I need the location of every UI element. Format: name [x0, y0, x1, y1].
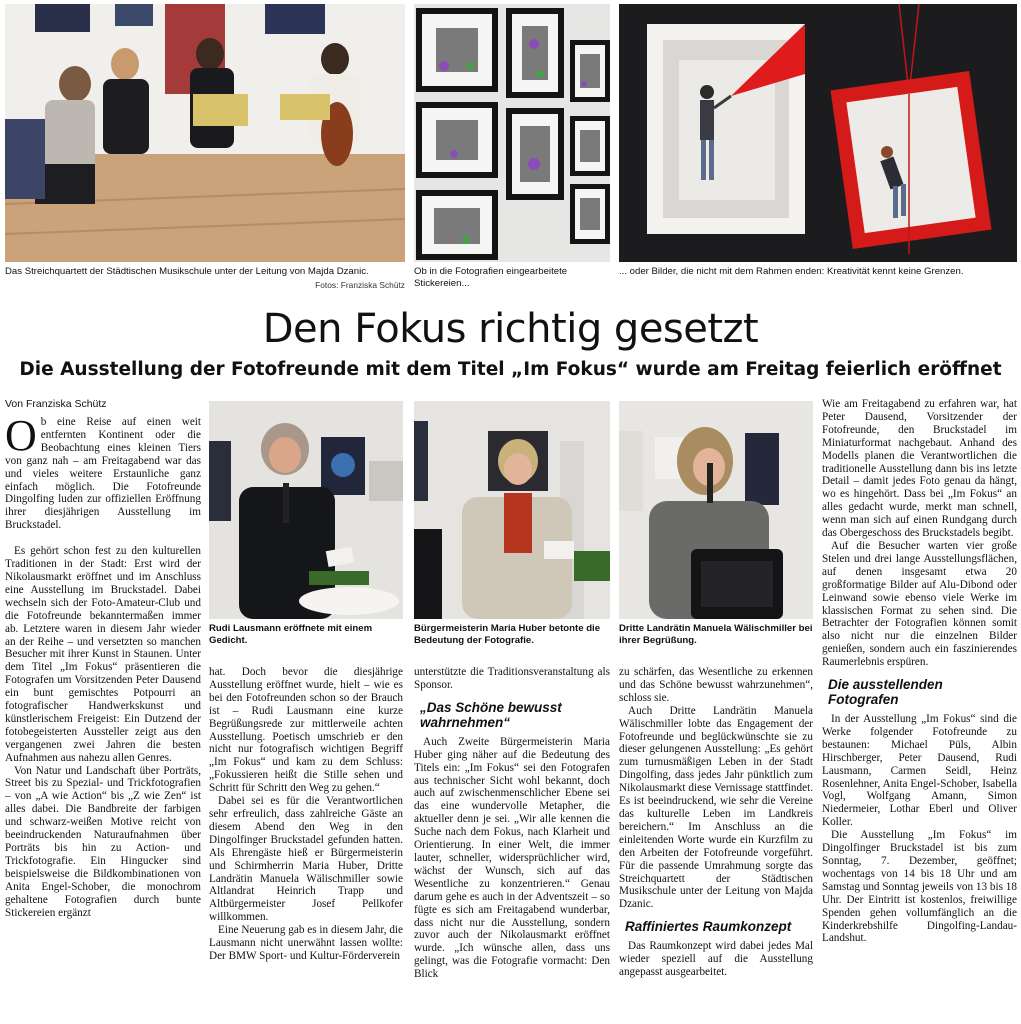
- article-paragraph: unterstützte die Traditionsveranstaltung als Sponsor.: [414, 666, 610, 691]
- caption-lausmann: Rudi Lausmann eröffnete mit einem Gedicht.: [209, 623, 373, 646]
- drop-cap: O: [5, 411, 37, 460]
- article-paragraph: Dabei sei es für die Verantwortlichen sehr erfreulich, dass zahlreiche Gäste an diesem Abend den Weg in den Dingolfinger Bruckstadel gefunden hatten. Als Ehrengäste hieß er Bürgermeisterin und Schirmherrin Maria Huber, Dritte Landrätin Manuela Wälischmiller sowie Altlandrat Heinrich Trapp und Altbürgermeister Josef Pellkofer willkommen.: [209, 795, 403, 924]
- photo-manuela-waelischmiller: [619, 401, 813, 619]
- caption-waelischmiller: Dritte Landrätin Manuela Wälischmiller bei ihrer Begrüßung.: [619, 623, 813, 646]
- subheadline: Die Ausstellung der Fotofreunde mit dem Titel „Im Fokus“ wurde am Freitag feierlich eröffnet: [19, 359, 1002, 380]
- article-paragraph: Es gehört schon fest zu den kulturellen Traditionen in der Stadt: Erst wird der Nikolausmarkt eröffnet und im Anschluss eine Ausstellung im Bruckstadel. Dabei wechseln sich der Foto-Amateur-Club und die Fotofreunde bekanntermaßen immer ab. Letztere waren in diesem Jahr wieder an der Reihe – und versetzten so manchen Besucher mit ihrer Kunst in Staunen. Unter dem Titel „Im Fokus“ präsentieren die Fotografen um Vorsitzenden Peter Dausend ein bunt gemischtes Potpourri an fotografischer Handwerkskunst und künstlerischem Freigeist: Ein Dutzend der fotobegeisterten Aussteller zeigt aus den vergangenen zwei Jahren die besten Aufnahmen aus nahezu allen Genres.: [5, 545, 201, 764]
- article-paragraph: Ob eine Reise auf einen weit entfernten Kontinent oder die Beobachtung eines kleinen Tiers von ganz nah – am Freitagabend war das und vieles weitere Erstaunliche ganz einfach möglich. Die Fotofreunde Dingolfing luden zur offiziellen Eröffnung ihrer diesjährigen Ausstellung im Bruckstadel.: [5, 411, 201, 532]
- photo-maria-huber: [414, 401, 610, 619]
- byline: Von Franziska Schütz: [5, 398, 107, 410]
- section-heading: Raffiniertes Raumkonzept: [625, 919, 792, 935]
- caption-embroidery: Ob in die Fotografien eingearbeitete Stickereien...: [414, 266, 568, 289]
- article-column-2: [209, 666, 403, 1022]
- article-paragraph: Wie am Freitagabend zu erfahren war, hat Peter Dausend, Vorsitzender der Fotofreunde, den Bruckstadel im Miniaturformat nachgebaut. Anhand des Modells planen die Verantwortlichen die traditionelle Ausstellung dann bis ins letzte Detail – damit jedes Foto genau da hängt, wo es hingehört. Dass bei „Im Fokus“ an alles gedacht wurde, merkt man schnell, wenn man sich auf einen Rundgang durch das Obergeschoss des Bruckstadels begibt.: [822, 398, 1017, 540]
- caption-huber: Bürgermeisterin Maria Huber betonte die Bedeutung der Fotografie.: [414, 623, 601, 646]
- article-paragraph: Die Ausstellung „Im Fokus“ im Dingolfinger Bruckstadel ist bis zum Sonntag, 7. Dezember, geöffnet; wochentags von 14 bis 18 Uhr und am Samstag und Sonntag jeweils von 13 bis 18 Uhr. Der Eintritt ist kostenlos, freiwillige Spenden gehen vollumfänglich an die Kinderkrebshilfe Dingolfing-Landau-Landshut.: [822, 829, 1017, 945]
- article-paragraph: Von Natur und Landschaft über Porträts, Street bis zu Spezial- und Trickfotografien – von „A wie Action“ bis „Z wie Zen“ ist alles dabei. Die Bandbreite der farbigen und schwarz-weißen Motive reicht von beeindruckenden Naturaufnahmen über Porträts bis hin zu Action- und Trickfotografie. Ein Hingucker sind beispielsweise die Bildkombinationen von Anita Engel-Schober, die monochrom gehaltene Fotografien durch bunte Stickereien ergänzt: [5, 764, 201, 919]
- article-column-1: [5, 398, 201, 1022]
- photo-string-quartet: [5, 4, 405, 262]
- article-paragraph: zu schärfen, das Wesentliche zu erkennen und das Schöne bewusst wahrzunehmen“, schloss sie.: [619, 666, 813, 704]
- photo-breakout-frames: [619, 4, 1017, 262]
- article-paragraph: Auf die Besucher warten vier große Stelen und drei lange Ausstellungsflächen, auf denen insgesamt etwa 20 großformatige Bilder auf Alu-Dibond oder Leinwand sowie ebenso viele Werke im klassischen Format zu sehen sind. Die Betrachter der Fotografien können somit also nicht nur die einzelnen Bilder genießen, sondern auch ein faszinierendes Raumerlebnis erspüren.: [822, 539, 1017, 669]
- article-paragraph: Auch Zweite Bürgermeisterin Maria Huber ging näher auf die Bedeutung des Titels ein: „Im Fokus“ sei den Fotografen aus technischer Sicht wohl bekannt, doch auch auf zwischenmenschlicher Ebene sei das eine wundervolle Metapher, die aktueller denn je sei. „Wir alle kennen die Suche nach dem Fokus, nach Klarheit und Orientierung. In einer Welt, die immer lauter, schneller, widersprüchlicher wird, wächst der Wunsch, sich auf das Wesentliche zu konzentrieren.“ Genau darum gehe es auch in der Adventszeit – so fügte es sich am Freitagabend wunderbar, dass nicht nur die Ausstellung, sondern zuvor auch der Nikolausmarkt eröffnet wurde. „Ich wünsche allen, dass uns gelingt, was die Fotografie vormacht: Den Blick: [414, 735, 610, 981]
- article-column-4: [619, 666, 813, 1022]
- headline: Den Fokus richtig gesetzt: [262, 306, 759, 352]
- photo-embroidered-frames: [414, 4, 610, 262]
- article-column-3: [414, 666, 610, 1022]
- article-paragraph: Auch Dritte Landrätin Manuela Wälischmiller lobte das Engagement der Fotofreunde und beglückwünschte sie zu dieser gelungenen Ausstellung: „Es gehört zum turnusmäßigen Leben in der Stadt Dingolfing, dass jedes Jahr pünktlich zum Nikolausmarkt diese Vernissage stattfindet. Es ist beeindruckend, wie sehr die Vereine das kulturelle Leben im Landkreis bereichern.“ Im Anschluss an die einleitenden Worte wurde ein Kurzfilm zu den Arbeiten der Fotofreunde vorgeführt. Für die passende Umrahmung sorgte das Streichquartett der Städtischen Musikschule unter der Leitung von Majda Dzanic.: [619, 704, 813, 911]
- article-paragraph: hat. Doch bevor die diesjährige Ausstellung eröffnet wurde, hielt – wie es bei den Fotofreunden schon so der Brauch ist – Rudi Lausmann eine kurze Begrüßungsrede zur mittlerweile achten Ausstellung. Poetisch umschrieb er den nicht nur fotografisch wichtigen Begriff „Im Fokus“ und kam zu dem Schluss: „Fokussieren heißt die Stille sehen und Schritt für Schritt den Weg zu gehen.“: [209, 666, 403, 795]
- caption-quartet: Das Streichquartett der Städtischen Musikschule unter der Leitung von Majda Dzanic.: [5, 266, 369, 277]
- article-paragraph: Das Raumkonzept wird dabei jedes Mal wieder speziell auf die Ausstellung angepasst ausgearbeitet.: [619, 940, 813, 979]
- article-paragraph: Eine Neuerung gab es in diesem Jahr, die Lausmann nicht unerwähnt lassen wollte: Der BMW Sport- und Kultur-Förderverein: [209, 924, 403, 962]
- section-heading: „Das Schöne bewusst wahrnehmen“: [420, 699, 562, 730]
- article-column-5: [822, 398, 1017, 1022]
- article-paragraph: In der Ausstellung „Im Fokus“ sind die Werke folgender Fotofreunde zu bestaunen: Michael Püls, Albin Hirschberger, Peter Dausend, Rudi Lausmann, Carmen Seidl, Heinz Rosenlehner, Anita Engel-Schober, Isabella Vogl, Wolfgang Amann, Simon Niedermeier, Lothar Eberl und Oliver Koller.: [822, 713, 1017, 829]
- photo-credit: Fotos: Franziska Schütz: [315, 280, 405, 290]
- photo-rudi-lausmann: [209, 401, 403, 619]
- caption-frames: ... oder Bilder, die nicht mit dem Rahmen enden: Kreativität kennt keine Grenzen.: [619, 266, 964, 277]
- section-heading: Die ausstellenden Fotografen: [828, 677, 943, 708]
